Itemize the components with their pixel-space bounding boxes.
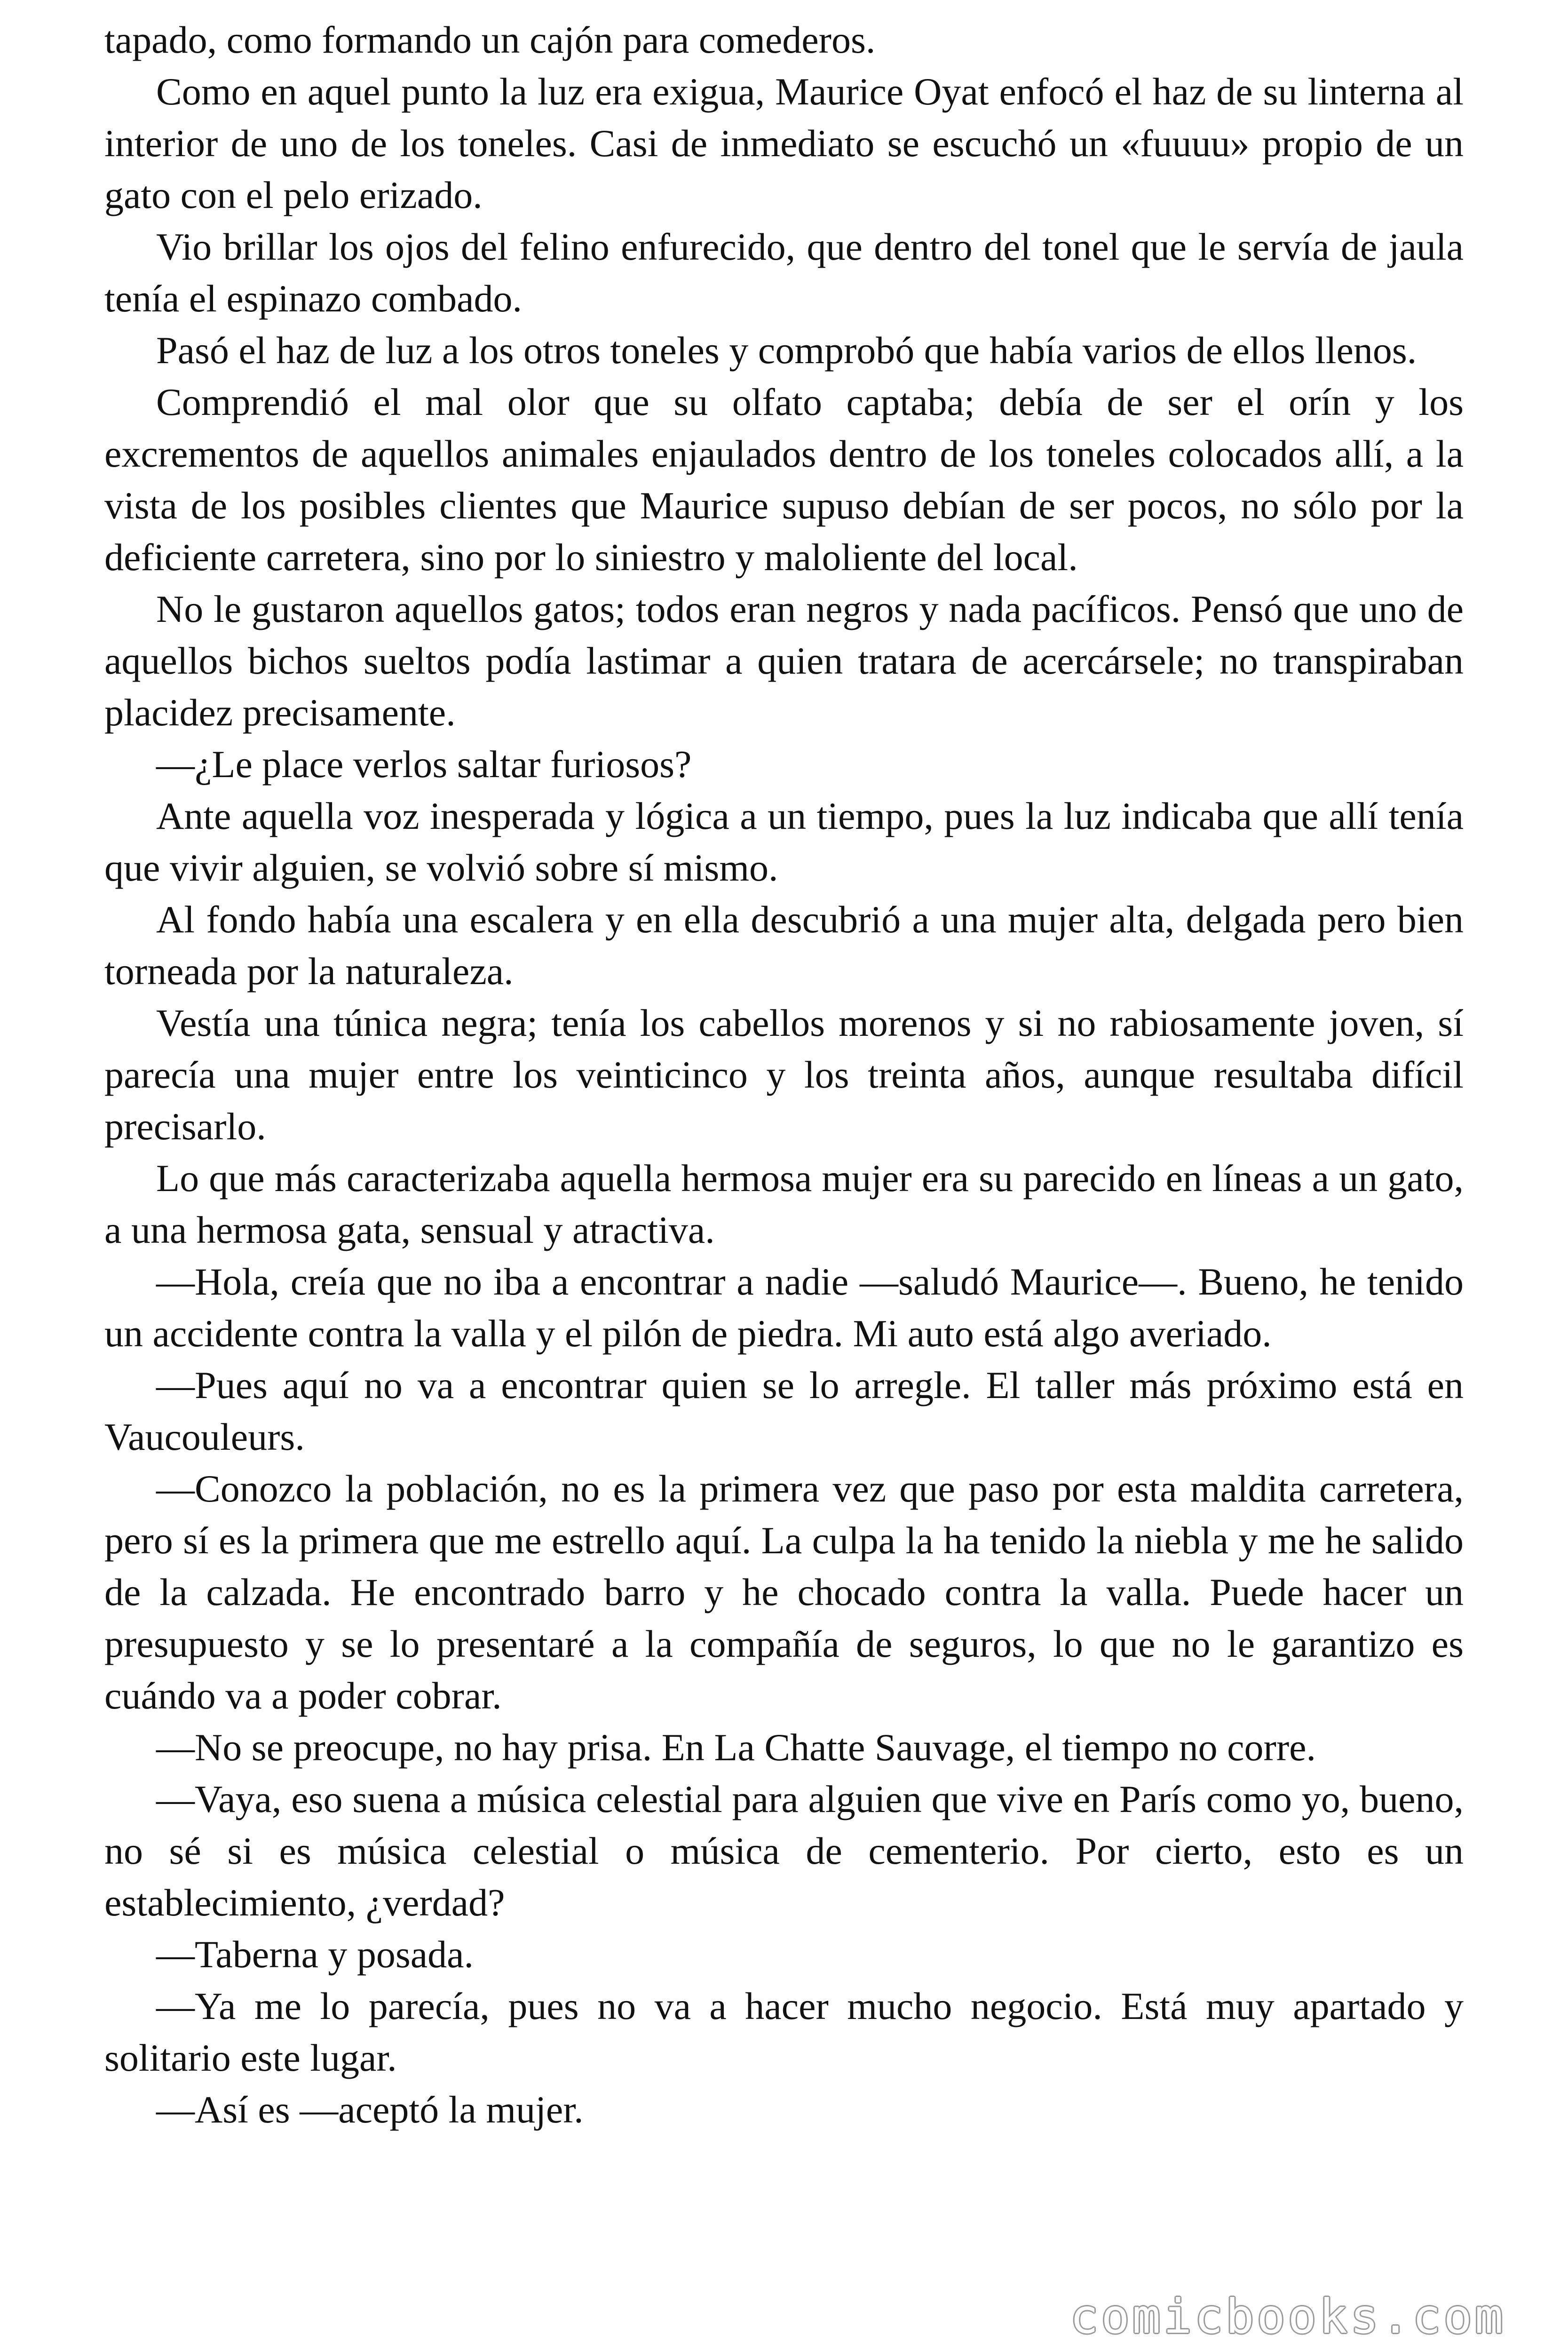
paragraph-11: Lo que más caracterizaba aquella hermosa mujer era su parecido en líneas a un gato, a una hermosa gata, sensual y atractiva.	[104, 1157, 1464, 1251]
paragraph-1: tapado, como formando un cajón para comederos.	[104, 18, 876, 61]
paragraph-7: —¿Le place verlos saltar furiosos?	[156, 743, 692, 786]
paragraph-10: Vestía una túnica negra; tenía los cabellos morenos y si no rabiosamente joven, sí parecía una mujer entre los veinticinco y los treinta años, aunque resultaba difícil precisarlo.	[104, 1001, 1464, 1148]
watermark: comicbooks.com	[1070, 2289, 1506, 2344]
paragraph-3: Vio brillar los ojos del felino enfurecido, que dentro del tonel que le servía de jaula tenía el espinazo combado.	[104, 225, 1464, 320]
paragraph-14: —Conozco la población, no es la primera vez que paso por esta maldita carretera, pero sí es la primera que me estrello aquí. La culpa la ha tenido la niebla y me he salido de la calzada. He encontrado barro y he chocado contra la valla. Puede hacer un presupuesto y se lo presentaré a la compañía de seguros, lo que no le garantizo es cuándo va a poder cobrar.	[104, 1467, 1464, 1717]
document-page	[104, 14, 1464, 2272]
paragraph-2: Como en aquel punto la luz era exigua, Maurice Oyat enfocó el haz de su linterna al interior de uno de los toneles. Casi de inmediato se escuchó un «fuuuu» propio de un gato con el pelo erizado.	[104, 70, 1464, 216]
paragraph-19: —Así es —aceptó la mujer.	[156, 2088, 584, 2131]
paragraph-18: —Ya me lo parecía, pues no va a hacer mucho negocio. Está muy apartado y solitario este lugar.	[104, 1985, 1464, 2079]
paragraph-13: —Pues aquí no va a encontrar quien se lo arregle. El taller más próximo está en Vaucouleurs.	[104, 1364, 1464, 1458]
paragraph-15: —No se preocupe, no hay prisa. En La Chatte Sauvage, el tiempo no corre.	[156, 1726, 1316, 1769]
paragraph-16: —Vaya, eso suena a música celestial para alguien que vive en París como yo, bueno, no sé si es música celestial o música de cementerio. Por cierto, esto es un establecimiento, ¿verdad?	[104, 1778, 1464, 1924]
paragraph-9: Al fondo había una escalera y en ella descubrió a una mujer alta, delgada pero bien torneada por la naturaleza.	[104, 898, 1464, 993]
paragraph-6: No le gustaron aquellos gatos; todos eran negros y nada pacíficos. Pensó que uno de aquellos bichos sueltos podía lastimar a quien tratara de acercársele; no transpiraban placidez precisamente.	[104, 588, 1464, 734]
paragraph-5: Comprendió el mal olor que su olfato captaba; debía de ser el orín y los excrementos de aquellos animales enjaulados dentro de los toneles colocados allí, a la vista de los posibles clientes que Maurice supuso debían de ser pocos, no sólo por la deficiente carretera, sino por lo siniestro y maloliente del local.	[104, 381, 1464, 579]
paragraph-17: —Taberna y posada.	[156, 1933, 474, 1976]
paragraph-4: Pasó el haz de luz a los otros toneles y comprobó que había varios de ellos llenos.	[156, 329, 1417, 372]
paragraph-8: Ante aquella voz inesperada y lógica a un tiempo, pues la luz indicaba que allí tenía que vivir alguien, se volvió sobre sí mismo.	[104, 795, 1464, 889]
paragraph-12: —Hola, creía que no iba a encontrar a nadie —saludó Maurice—. Bueno, he tenido un accidente contra la valla y el pilón de piedra. Mi auto está algo averiado.	[104, 1260, 1464, 1355]
